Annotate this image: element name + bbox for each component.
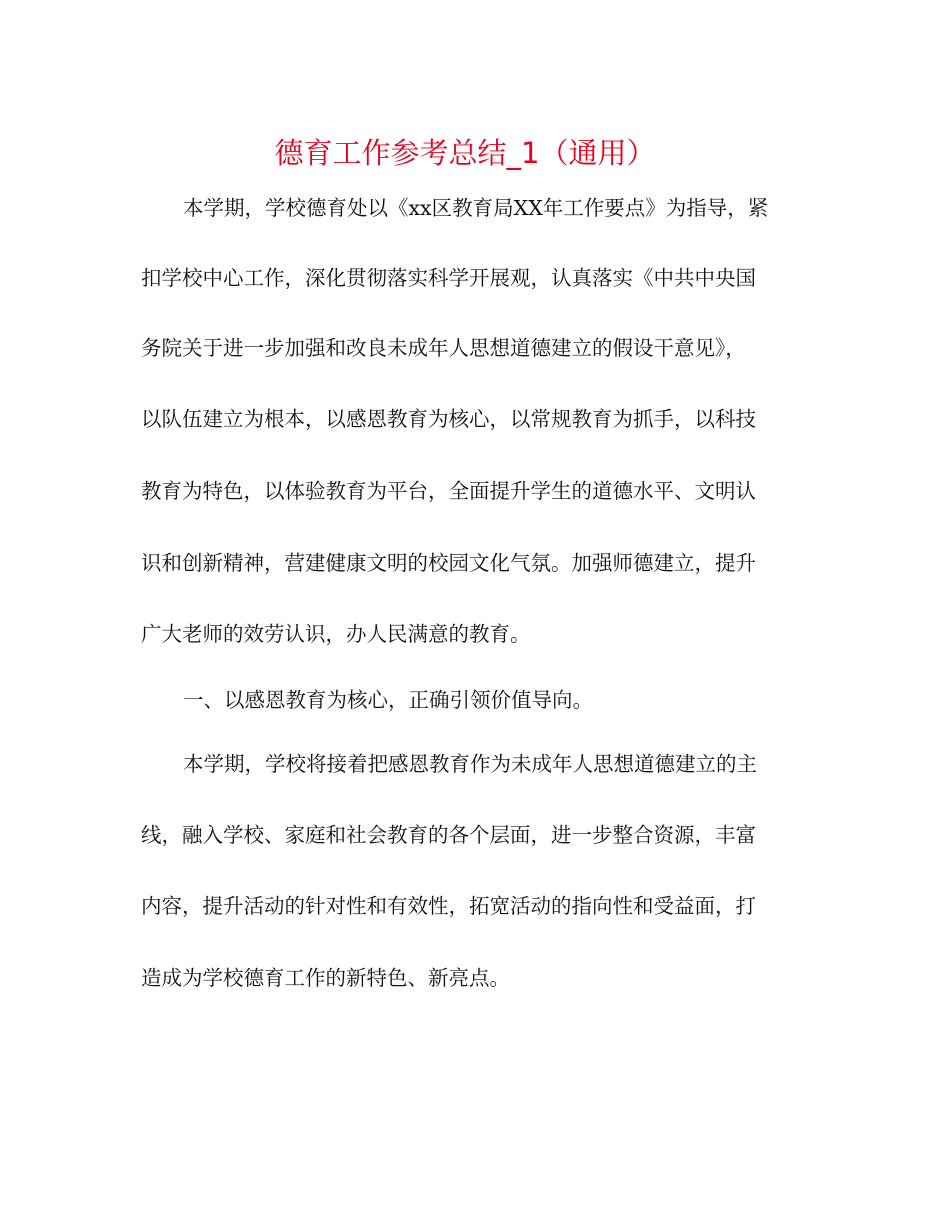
paragraph-1-line-3: 务院关于进一步加强和改良未成年人思想道德建立的假设干意见》， — [141, 336, 746, 360]
paragraph-2-line-3: 内容，提升活动的针对性和有效性，拓宽活动的指向性和受益面，打 — [141, 894, 756, 918]
paragraph-1-line-2: 扣学校中心工作，深化贯彻落实科学开展观，认真落实《中共中央国 — [141, 266, 756, 290]
document-title: 德育工作参考总结_1（通用） — [274, 136, 656, 170]
paragraph-1-line-7: 广大老师的效劳认识，办人民满意的教育。 — [141, 622, 531, 646]
paragraph-1-line-4: 以队伍建立为根本，以感恩教育为核心，以常规教育为抓手，以科技 — [141, 407, 756, 431]
paragraph-2-line-4: 造成为学校德育工作的新特色、新亮点。 — [141, 966, 510, 990]
paragraph-2-line-2: 线，融入学校、家庭和社会教育的各个层面，进一步整合资源，丰富 — [141, 823, 756, 847]
paragraph-2-line-1: 本学期，学校将接着把感恩教育作为未成年人思想道德建立的主 — [183, 752, 757, 776]
paragraph-1-line-6: 识和创新精神，营建健康文明的校园文化气氛。加强师德建立，提升 — [141, 551, 756, 575]
paragraph-1-line-1: 本学期，学校德育处以《xx区教育局XX年工作要点》为指导，紧 — [183, 196, 769, 220]
paragraph-1-line-5: 教育为特色，以体验教育为平台，全面提升学生的道德水平、文明认 — [141, 479, 756, 503]
section-heading-1: 一、以感恩教育为核心，正确引领价值导向。 — [183, 688, 593, 712]
